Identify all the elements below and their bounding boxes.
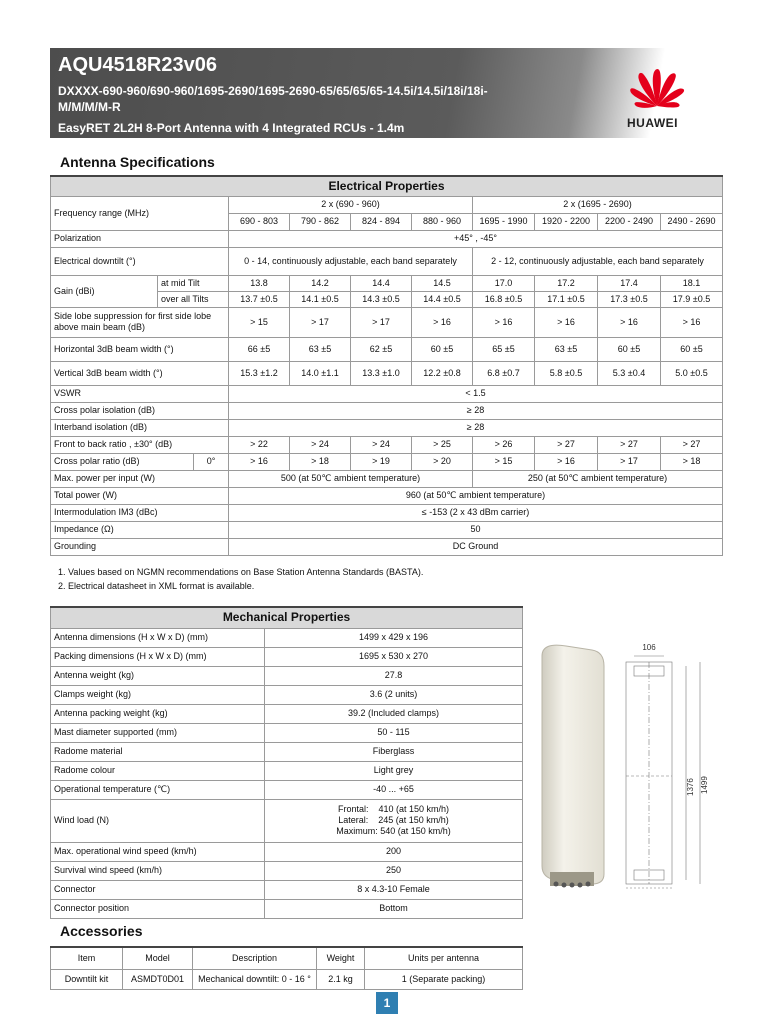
gain-mid-cell: 14.2 <box>290 275 351 291</box>
mech-value: 250 <box>265 861 523 880</box>
vbw-label: Vertical 3dB beam width (°) <box>51 361 229 385</box>
band-cell: 880 - 960 <box>412 213 473 230</box>
impedance-label: Impedance (Ω) <box>51 521 229 538</box>
acc-cell: Mechanical downtilt: 0 - 16 ° <box>193 969 317 989</box>
cross-polar-ratio-label: Cross polar ratio (dB) <box>51 453 194 470</box>
band-cell: 824 - 894 <box>351 213 412 230</box>
acc-header: Item <box>51 947 123 969</box>
mech-label: Packing dimensions (H x W x D) (mm) <box>51 647 265 666</box>
hbw-cell: 65 ±5 <box>473 337 535 361</box>
sidelobe-cell: > 17 <box>290 307 351 337</box>
ftb-cell: > 26 <box>473 436 535 453</box>
xpol-isolation-value: ≥ 28 <box>229 402 723 419</box>
acc-header: Description <box>193 947 317 969</box>
dimension-drawing <box>626 656 700 888</box>
max-power-low-value: 500 (at 50℃ ambient temperature) <box>229 470 473 487</box>
xpr-cell: > 19 <box>351 453 412 470</box>
vbw-cell: 5.8 ±0.5 <box>535 361 598 385</box>
huawei-logo-text: HUAWEI <box>627 116 678 130</box>
vswr-label: VSWR <box>51 385 229 402</box>
mech-label: Survival wind speed (km/h) <box>51 861 265 880</box>
mech-value: Bottom <box>265 899 523 918</box>
sidelobe-cell: > 16 <box>535 307 598 337</box>
band-cell: 690 - 803 <box>229 213 290 230</box>
polarization-label: Polarization <box>51 230 229 247</box>
im3-value: ≤ -153 (2 x 43 dBm carrier) <box>229 504 723 521</box>
polarization-value: +45° , -45° <box>229 230 723 247</box>
sidelobe-cell: > 16 <box>598 307 661 337</box>
hbw-cell: 62 ±5 <box>351 337 412 361</box>
downtilt-high-value: 2 - 12, continuously adjustable, each band separately <box>473 247 723 275</box>
ftb-cell: > 27 <box>598 436 661 453</box>
vbw-cell: 5.3 ±0.4 <box>598 361 661 385</box>
xpr-cell: > 20 <box>412 453 473 470</box>
xpr-cell: > 16 <box>535 453 598 470</box>
band-cell: 1920 - 2200 <box>535 213 598 230</box>
mech-label: Mast diameter supported (mm) <box>51 723 265 742</box>
page-number: 1 <box>376 992 398 1014</box>
gain-mid-cell: 17.4 <box>598 275 661 291</box>
acc-header: Units per antenna <box>365 947 523 969</box>
total-power-value: 960 (at 50℃ ambient temperature) <box>229 487 723 504</box>
gain-all-cell: 14.1 ±0.5 <box>290 291 351 307</box>
ftb-cell: > 27 <box>661 436 723 453</box>
low-band-group: 2 x (690 - 960) <box>229 196 473 213</box>
acc-cell: 1 (Separate packing) <box>365 969 523 989</box>
sidelobe-label: Side lobe suppression for first side lobe above main beam (dB) <box>51 307 229 337</box>
gain-all-cell: 16.8 ±0.5 <box>473 291 535 307</box>
gain-mid-cell: 18.1 <box>661 275 723 291</box>
xpr-cell: > 18 <box>661 453 723 470</box>
mech-value: -40 ... +65 <box>265 780 523 799</box>
mech-label: Antenna weight (kg) <box>51 666 265 685</box>
im3-label: Intermodulation IM3 (dBc) <box>51 504 229 521</box>
xpr-cell: > 18 <box>290 453 351 470</box>
mechanical-properties-heading: Mechanical Properties <box>51 607 523 628</box>
hbw-label: Horizontal 3dB beam width (°) <box>51 337 229 361</box>
ftb-cell: > 22 <box>229 436 290 453</box>
xpol-isolation-label: Cross polar isolation (dB) <box>51 402 229 419</box>
mech-value: 1499 x 429 x 196 <box>265 628 523 647</box>
front-to-back-label: Front to back ratio , ±30° (dB) <box>51 436 229 453</box>
vbw-cell: 14.0 ±1.1 <box>290 361 351 385</box>
mech-label: Connector <box>51 880 265 899</box>
wind-load-label: Wind load (N) <box>51 799 265 842</box>
grounding-value: DC Ground <box>229 538 723 555</box>
vbw-cell: 6.8 ±0.7 <box>473 361 535 385</box>
interband-isolation-value: ≥ 28 <box>229 419 723 436</box>
gain-all-cell: 17.3 ±0.5 <box>598 291 661 307</box>
mechanical-properties-table <box>50 606 523 919</box>
wind-line: Frontal: 410 (at 150 km/h) <box>337 804 450 814</box>
gain-all-label: over all Tilts <box>158 291 229 307</box>
ftb-cell: > 25 <box>412 436 473 453</box>
gain-mid-label: at mid Tilt <box>158 275 229 291</box>
vbw-cell: 15.3 ±1.2 <box>229 361 290 385</box>
ftb-cell: > 27 <box>535 436 598 453</box>
mech-label: Clamps weight (kg) <box>51 685 265 704</box>
electrical-properties-table <box>50 175 723 556</box>
hbw-cell: 63 ±5 <box>290 337 351 361</box>
acc-cell: Downtilt kit <box>51 969 123 989</box>
mech-value: 39.2 (Included clamps) <box>265 704 523 723</box>
xpr-cell: > 15 <box>473 453 535 470</box>
huawei-logo-icon <box>622 62 692 112</box>
gain-mid-cell: 17.0 <box>473 275 535 291</box>
mech-value: 200 <box>265 842 523 861</box>
accessories-title: Accessories <box>60 923 143 939</box>
mech-value: Light grey <box>265 761 523 780</box>
grounding-label: Grounding <box>51 538 229 555</box>
max-power-label: Max. power per input (W) <box>51 470 229 487</box>
antenna-specifications-title: Antenna Specifications <box>60 154 215 170</box>
sidelobe-cell: > 16 <box>661 307 723 337</box>
band-cell: 2490 - 2690 <box>661 213 723 230</box>
mech-label: Antenna dimensions (H x W x D) (mm) <box>51 628 265 647</box>
wind-line: Lateral: 245 (at 150 km/h) <box>338 815 449 825</box>
wind-load-value <box>265 799 523 842</box>
ftb-cell: > 24 <box>290 436 351 453</box>
band-cell: 2200 - 2490 <box>598 213 661 230</box>
high-band-group: 2 x (1695 - 2690) <box>473 196 723 213</box>
electrical-properties-heading: Electrical Properties <box>51 176 723 196</box>
hbw-cell: 60 ±5 <box>661 337 723 361</box>
sidelobe-cell: > 16 <box>473 307 535 337</box>
acc-header: Model <box>123 947 193 969</box>
gain-all-cell: 13.7 ±0.5 <box>229 291 290 307</box>
downtilt-label: Electrical downtilt (°) <box>51 247 229 275</box>
gain-mid-cell: 14.4 <box>351 275 412 291</box>
frequency-range-label: Frequency range (MHz) <box>51 196 229 230</box>
hbw-cell: 60 ±5 <box>598 337 661 361</box>
wind-line: Maximum: 540 (at 150 km/h) <box>336 826 451 836</box>
dim-height-outer-label: 1499 <box>700 776 709 794</box>
model-code: DXXXX-690-960/690-960/1695-2690/1695-2690-65/65/65/65-14.5i/14.5i/18i/18i-M/M/M/M-R <box>58 84 488 114</box>
xpr-cell: > 16 <box>229 453 290 470</box>
notes <box>58 565 423 593</box>
interband-isolation-label: Interband isolation (dB) <box>51 419 229 436</box>
dim-height-inner-label: 1376 <box>686 778 695 796</box>
antenna-photo-icon <box>542 645 604 887</box>
gain-all-cell: 14.4 ±0.5 <box>412 291 473 307</box>
gain-label: Gain (dBi) <box>51 275 158 307</box>
model-subtitle: EasyRET 2L2H 8-Port Antenna with 4 Integrated RCUs - 1.4m <box>58 121 405 135</box>
accessories-table <box>50 946 523 990</box>
mech-value: Fiberglass <box>265 742 523 761</box>
acc-cell: ASMDT0D01 <box>123 969 193 989</box>
gain-mid-cell: 13.8 <box>229 275 290 291</box>
band-cell: 1695 - 1990 <box>473 213 535 230</box>
note-line: 1. Values based on NGMN recommendations on Base Station Antenna Standards (BASTA). <box>58 567 424 577</box>
mech-label: Max. operational wind speed (km/h) <box>51 842 265 861</box>
ftb-cell: > 24 <box>351 436 412 453</box>
dim-width-label: 106 <box>642 643 656 652</box>
mech-label: Antenna packing weight (kg) <box>51 704 265 723</box>
mech-label: Radome material <box>51 742 265 761</box>
model-title: AQU4518R23v06 <box>58 54 217 76</box>
band-cell: 790 - 862 <box>290 213 351 230</box>
sidelobe-cell: > 15 <box>229 307 290 337</box>
gain-all-cell: 17.9 ±0.5 <box>661 291 723 307</box>
gain-mid-cell: 17.2 <box>535 275 598 291</box>
gain-all-cell: 17.1 ±0.5 <box>535 291 598 307</box>
total-power-label: Total power (W) <box>51 487 229 504</box>
sidelobe-cell: > 16 <box>412 307 473 337</box>
acc-header: Weight <box>317 947 365 969</box>
vbw-cell: 13.3 ±1.0 <box>351 361 412 385</box>
vbw-cell: 5.0 ±0.5 <box>661 361 723 385</box>
gain-all-cell: 14.3 ±0.5 <box>351 291 412 307</box>
mech-value: 8 x 4.3-10 Female <box>265 880 523 899</box>
xpr-cell: > 17 <box>598 453 661 470</box>
mech-label: Radome colour <box>51 761 265 780</box>
vswr-value: < 1.5 <box>229 385 723 402</box>
antenna-drawing <box>536 636 736 896</box>
gain-mid-cell: 14.5 <box>412 275 473 291</box>
mech-label: Operational temperature (℃) <box>51 780 265 799</box>
mech-value: 1695 x 530 x 270 <box>265 647 523 666</box>
note-line: 2. Electrical datasheet in XML format is available. <box>58 581 255 591</box>
hbw-cell: 66 ±5 <box>229 337 290 361</box>
max-power-high-value: 250 (at 50℃ ambient temperature) <box>473 470 723 487</box>
mech-value: 3.6 (2 units) <box>265 685 523 704</box>
acc-cell: 2.1 kg <box>317 969 365 989</box>
downtilt-low-value: 0 - 14, continuously adjustable, each band separately <box>229 247 473 275</box>
hbw-cell: 63 ±5 <box>535 337 598 361</box>
sidelobe-cell: > 17 <box>351 307 412 337</box>
mech-value: 50 - 115 <box>265 723 523 742</box>
mech-label: Connector position <box>51 899 265 918</box>
mech-value: 27.8 <box>265 666 523 685</box>
hbw-cell: 60 ±5 <box>412 337 473 361</box>
cross-polar-ratio-angle: 0° <box>194 453 229 470</box>
impedance-value: 50 <box>229 521 723 538</box>
vbw-cell: 12.2 ±0.8 <box>412 361 473 385</box>
